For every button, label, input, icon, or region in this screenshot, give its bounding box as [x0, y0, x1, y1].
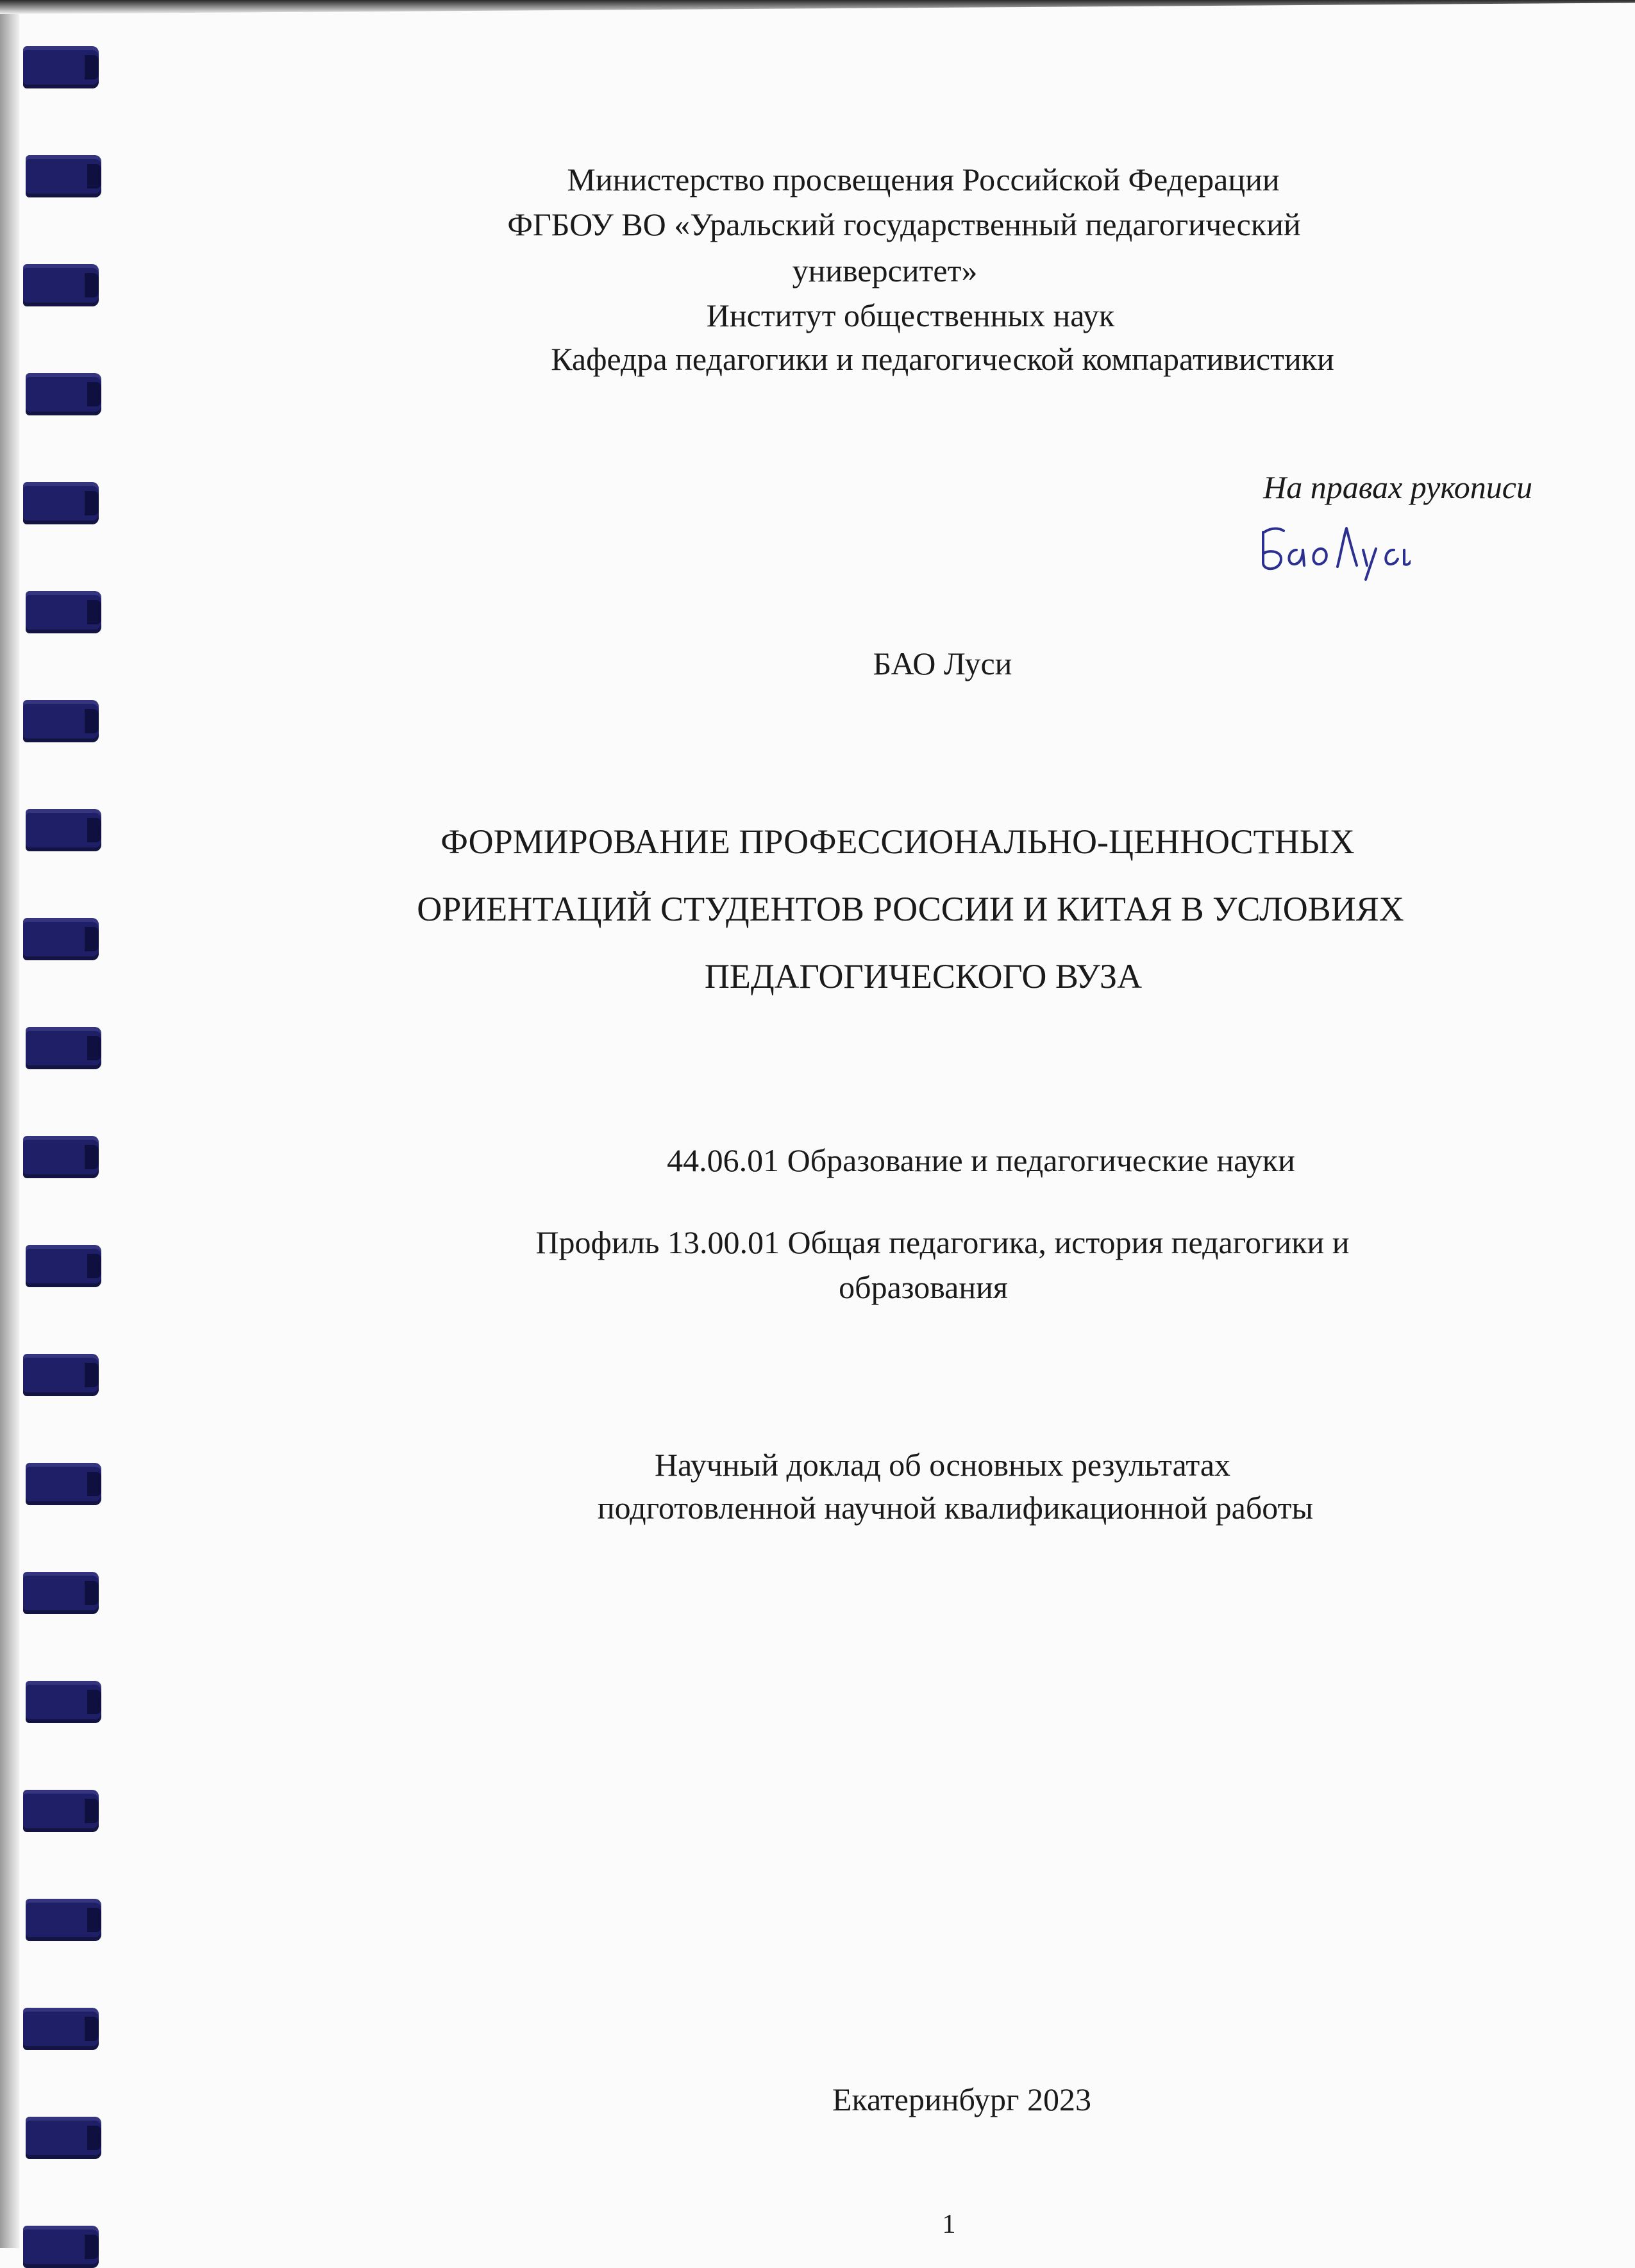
city-year: Екатеринбург 2023 [832, 2081, 1092, 2117]
university-name-line1: ФГБОУ ВО «Уральский государственный педагогический [507, 206, 1301, 242]
university-name-line2: университет» [792, 253, 978, 288]
manuscript-note: На правах рукописи [1263, 469, 1532, 505]
author-name: БАО Луси [873, 646, 1012, 681]
ministry-name: Министерство просвещения Российской Федерации [567, 162, 1280, 197]
dissertation-title-line3: ПЕДАГОГИЧЕСКОГО ВУЗА [704, 957, 1143, 996]
handwritten-signature [1250, 513, 1411, 583]
dissertation-title-line2: ОРИЕНТАЦИЙ СТУДЕНТОВ РОССИИ И КИТАЯ В УСЛОВИЯХ [417, 890, 1404, 928]
page-number: 1 [942, 2210, 956, 2239]
profile-line2: образования [839, 1269, 1008, 1305]
report-type-line1: Научный доклад об основных результатах [654, 1447, 1231, 1483]
report-type-line2: подготовленной научной квалификационной работы [597, 1490, 1314, 1526]
department-name: Кафедра педагогики и педагогической компаративистики [551, 341, 1334, 377]
profile-line1: Профиль 13.00.01 Общая педагогика, история педагогики и [535, 1224, 1350, 1260]
institute-name: Институт общественных наук [706, 297, 1115, 333]
dissertation-title-line1: ФОРМИРОВАНИЕ ПРОФЕССИОНАЛЬНО-ЦЕННОСТНЫХ [440, 822, 1355, 861]
specialty-code: 44.06.01 Образование и педагогические науки [667, 1142, 1295, 1178]
